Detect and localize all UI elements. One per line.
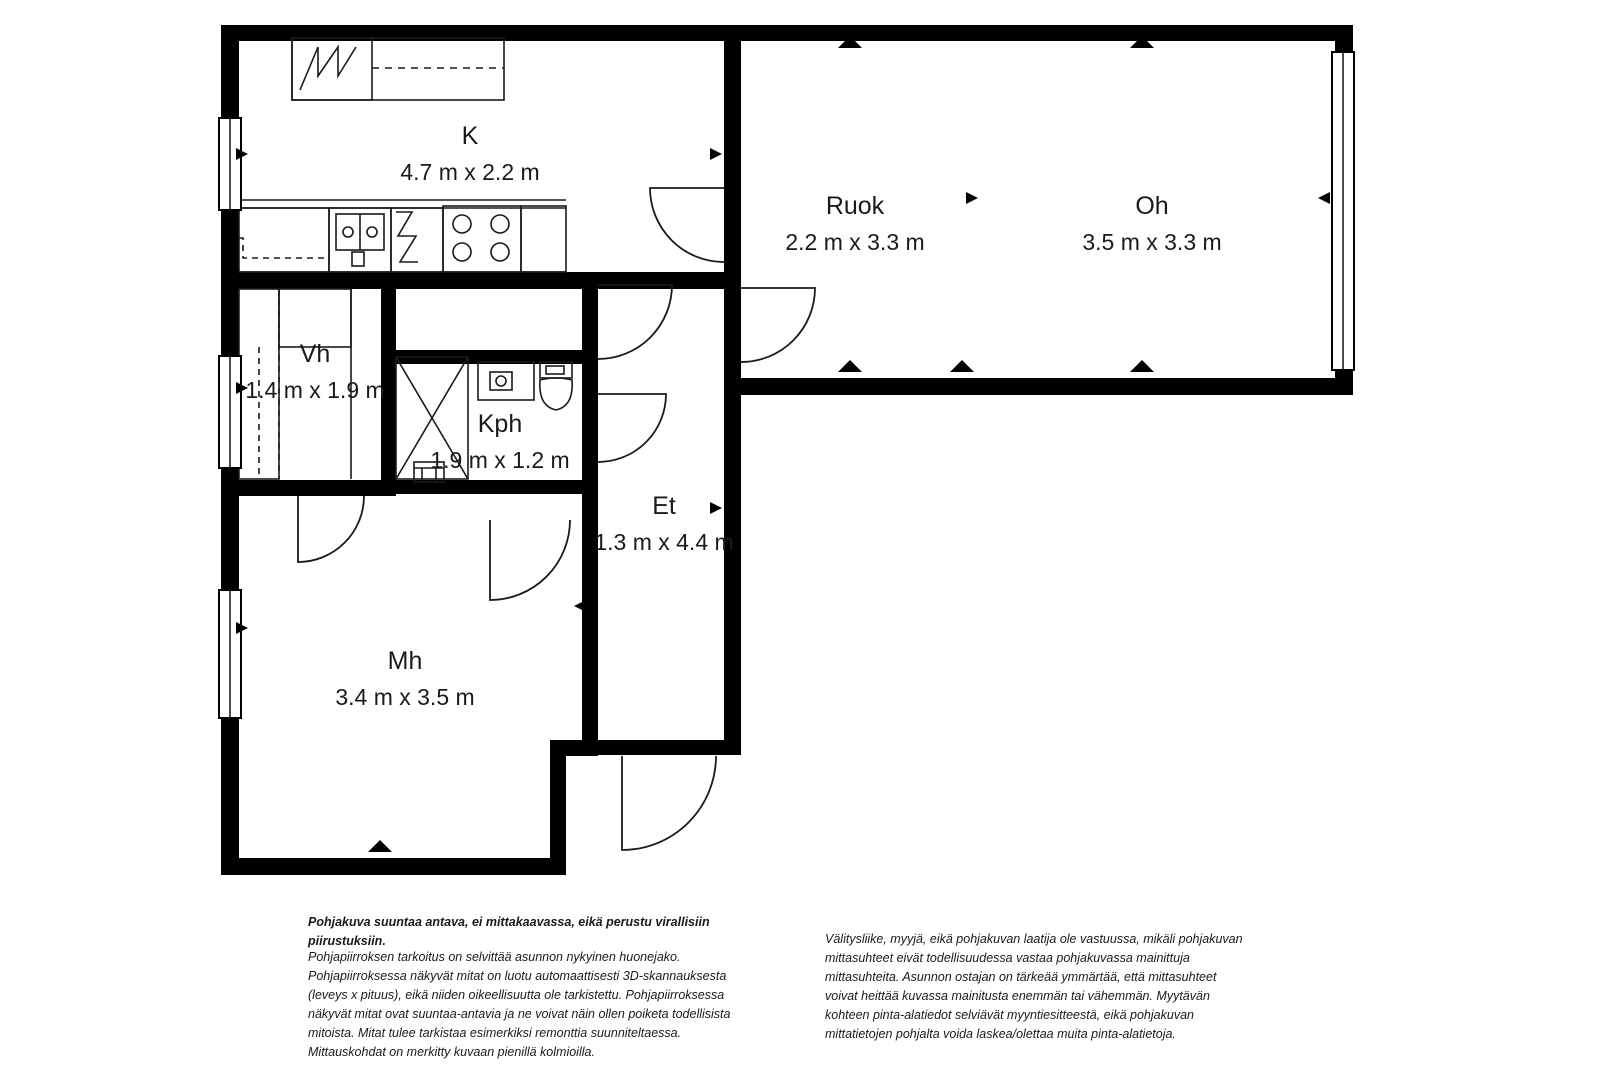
room-label-kph: [400, 408, 600, 475]
room-name: K: [461, 122, 479, 150]
room-dims: 2.2 m x 3.3 m: [785, 229, 925, 255]
room-dims: 4.7 m x 2.2 m: [400, 159, 540, 185]
room-dims: 3.5 m x 3.3 m: [1082, 229, 1222, 255]
room-dims: 1.3 m x 4.4 m: [594, 529, 734, 555]
room-label-mh: [305, 645, 505, 712]
room-name: Oh: [1135, 192, 1169, 220]
disclaimer-right-body: Välitysliike, myyjä, eikä pohjakuvan laatija ole vastuussa, mikäli pohjakuvan mittasuhteet eivät todellisuudessa vastaa pohjakuvassa mainittuja mittasuhteita. Asunnon ostajan on tärkeää ymmärtää, että mittasuhteet voivat heittää kuvassa mainitusta enemmän tai vähemmän. Myytävän kohteen pinta-alatiedot selviävät myyntiesitteestä, eikä pohjakuvan mittatietojen pohjalta voida laskea/olettaa muita pinta-alatietoja.: [825, 932, 1243, 1041]
room-name: Vh: [299, 340, 331, 368]
disclaimer-left-body: Pohjapiirroksen tarkoitus on selvittää asunnon nykyinen huonejako. Pohjapiirroksessa näkyvät mitat on luotu automaattisesti 3D-skannauksesta (leveys x pituus), eikä niiden oikeellisuutta ole tarkistettu. Pohjapiirroksessa näkyvät mitat ovat suuntaa-antavia ja ne voivat näin ollen poiketa todellisista mitoista. Mitat tulee tarkistaa esimerkiksi remonttia suunniteltaessa. Mittauskohdat on merkitty kuvaan pienillä kolmioilla.: [308, 950, 731, 1059]
room-dims: 1.4 m x 1.9 m: [245, 377, 385, 403]
disclaimer-heading: Pohjakuva suuntaa antava, ei mittakaavassa, eikä perustu virallisiin piirustuksiin.: [308, 915, 710, 948]
room-label-et: [564, 490, 764, 557]
room-dims: 3.4 m x 3.5 m: [335, 684, 475, 710]
room-label-oh: [1052, 190, 1252, 257]
room-name: Kph: [477, 410, 523, 438]
room-label-ruok: [755, 190, 955, 257]
room-label-vh: [215, 338, 415, 405]
room-name: Mh: [387, 647, 423, 675]
room-label-k: [370, 120, 570, 187]
room-dims: 1.9 m x 1.2 m: [430, 447, 570, 473]
room-name: Ruok: [825, 192, 885, 220]
room-name: Et: [652, 492, 676, 520]
